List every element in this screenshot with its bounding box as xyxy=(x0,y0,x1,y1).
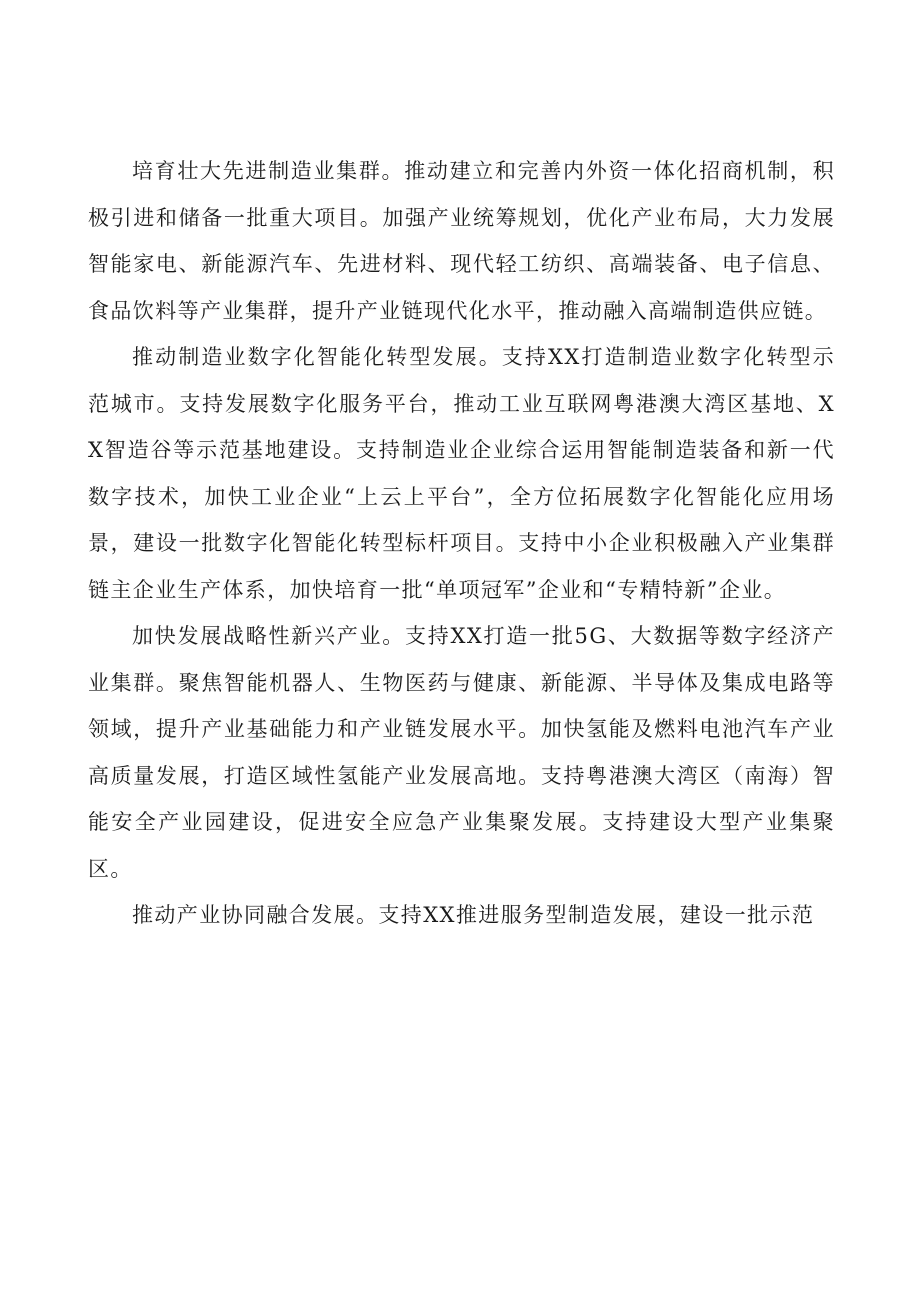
paragraph-emerging-industries: 加快发展战略性新兴产业。支持XX打造一批5G、大数据等数字经济产业集群。聚焦智能机器人、生物医药与健康、新能源、半导体及集成电路等领域，提升产业基础能力和产业链发展水平。加快氢能及燃料电池汽车产业高质量发展，打造区域性氢能产业发展高地。支持粤港澳大湾区（南海）智能安全产业园建设，促进安全应急产业集聚发展。支持建设大型产业集聚区。 xyxy=(88,624,835,881)
paragraph-industry-integration: 推动产业协同融合发展。支持XX推进服务型制造发展，建设一批示范 xyxy=(132,903,815,927)
document-body xyxy=(88,148,835,939)
paragraph-manufacturing-clusters: 培育壮大先进制造业集群。推动建立和完善内外资一体化招商机制，积极引进和储备一批重大项目。加强产业统筹规划，优化产业布局，大力发展智能家电、新能源汽车、先进材料、现代轻工纺织、高端装备、电子信息、食品饮料等产业集群，提升产业链现代化水平，推动融入高端制造供应链。 xyxy=(88,159,835,323)
paragraph-digital-transformation: 推动制造业数字化智能化转型发展。支持XX打造制造业数字化转型示范城市。支持发展数字化服务平台，推动工业互联网粤港澳大湾区基地、XX智造谷等示范基地建设。支持制造业企业综合运用智能制造装备和新一代数字技术，加快工业企业“上云上平台”，全方位拓展数字化智能化应用场景，建设一批数字化智能化转型标杆项目。支持中小企业积极融入产业集群链主企业生产体系，加快培育一批“单项冠军”企业和“专精特新”企业。 xyxy=(88,345,835,602)
